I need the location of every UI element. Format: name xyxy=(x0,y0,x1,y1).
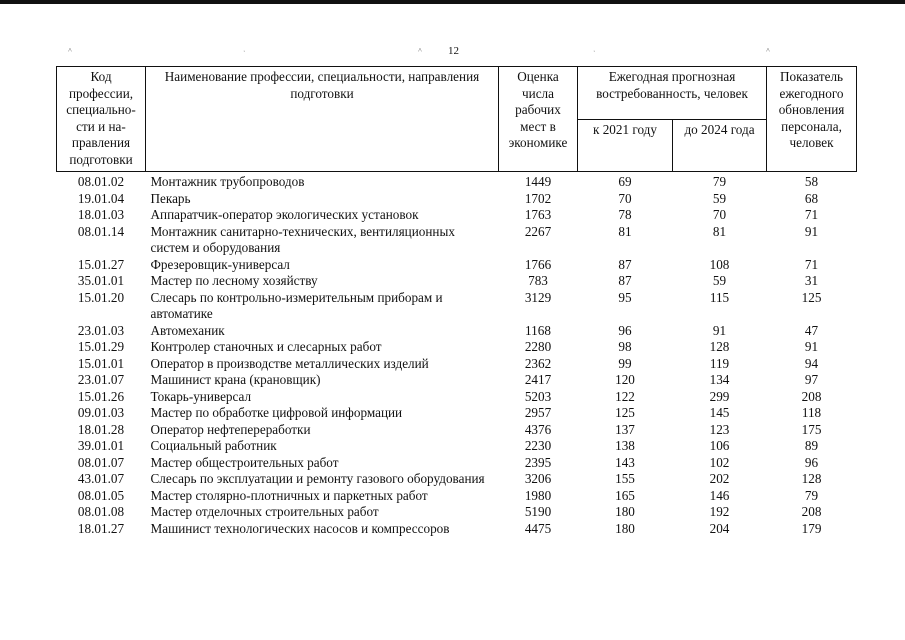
row-code: 09.01.03 xyxy=(77,405,125,420)
row-renewal: 68 xyxy=(804,190,819,206)
row-estimate: 1766 xyxy=(524,256,552,272)
row-name: Мастер по обработке цифровой информации xyxy=(150,405,403,420)
row-name: Контролер станочных и слесарных работ xyxy=(150,339,382,354)
table-row xyxy=(57,422,857,439)
row-name: Оператор в производстве металлических изделий xyxy=(150,355,429,371)
row-demand-2024: 102 xyxy=(709,454,730,470)
row-demand-2024: 299 xyxy=(709,388,730,404)
row-code: 08.01.07 xyxy=(77,454,125,470)
table-row xyxy=(57,405,857,422)
row-code: 43.01.07 xyxy=(77,471,125,486)
row-demand-2021: 180 xyxy=(615,504,635,519)
row-name: Социальный работник xyxy=(150,438,277,453)
row-demand-2021: 125 xyxy=(615,405,635,420)
row-code: 08.01.08 xyxy=(77,504,125,519)
row-name: Машинист крана (крановщик) xyxy=(150,372,321,387)
row-code: 15.01.01 xyxy=(77,355,125,371)
row-demand-2021: 87 xyxy=(618,256,632,272)
row-demand-2021: 96 xyxy=(618,322,632,338)
table-body xyxy=(57,172,857,538)
row-code: 39.01.01 xyxy=(77,438,125,453)
row-estimate: 3206 xyxy=(524,471,552,486)
table-row xyxy=(57,191,857,208)
scan-speck: ˄ xyxy=(766,46,770,54)
professions-table xyxy=(56,66,857,537)
row-code: 18.01.03 xyxy=(77,207,125,222)
table-row xyxy=(57,224,857,257)
row-renewal: 71 xyxy=(804,256,819,272)
row-estimate: 3129 xyxy=(524,289,552,305)
row-demand-2024: 91 xyxy=(712,322,727,338)
row-demand-2024: 123 xyxy=(709,421,730,437)
row-code: 18.01.28 xyxy=(77,421,125,437)
row-renewal: 79 xyxy=(804,487,819,503)
header-code: Код профессии, специально-сти и на-правления подготовки xyxy=(57,67,146,172)
row-estimate: 2362 xyxy=(524,355,552,371)
scan-speck: ˒ xyxy=(243,46,246,54)
table-row xyxy=(57,273,857,290)
row-demand-2024: 146 xyxy=(709,487,730,503)
table-row xyxy=(57,290,857,323)
table-row xyxy=(57,488,857,505)
row-demand-2024: 128 xyxy=(709,339,730,354)
row-renewal: 94 xyxy=(804,355,819,371)
row-demand-2021: 78 xyxy=(618,207,632,222)
row-renewal: 96 xyxy=(804,454,819,470)
table-row xyxy=(57,172,857,191)
row-demand-2021: 137 xyxy=(615,421,635,437)
row-estimate: 4475 xyxy=(524,520,552,536)
row-demand-2024: 79 xyxy=(712,174,727,189)
row-renewal: 91 xyxy=(804,339,819,354)
row-estimate: 2230 xyxy=(524,438,552,453)
row-code: 15.01.29 xyxy=(77,339,125,354)
row-demand-2024: 106 xyxy=(709,438,730,453)
row-code: 35.01.01 xyxy=(77,273,125,288)
row-demand-2024: 192 xyxy=(709,504,730,519)
table-row xyxy=(57,323,857,340)
row-demand-2024: 59 xyxy=(712,273,727,288)
row-demand-2024: 108 xyxy=(709,256,730,272)
header-name: Наименование профессии, специальности, направления подготовки xyxy=(146,67,499,172)
row-code: 08.01.05 xyxy=(77,487,125,503)
row-estimate: 2957 xyxy=(524,405,552,420)
row-renewal: 128 xyxy=(801,471,822,486)
row-demand-2024: 119 xyxy=(709,355,730,371)
row-name: Автомеханик xyxy=(150,322,225,338)
row-renewal: 208 xyxy=(801,388,822,404)
row-renewal: 89 xyxy=(804,438,819,453)
row-estimate: 1980 xyxy=(524,487,552,503)
row-estimate: 4376 xyxy=(524,421,552,437)
top-border-line xyxy=(0,0,905,4)
row-renewal: 175 xyxy=(801,421,822,437)
row-code: 08.01.14 xyxy=(77,223,125,239)
row-demand-2024: 115 xyxy=(709,289,730,305)
row-name: Слесарь по эксплуатации и ремонту газового оборудования xyxy=(150,471,485,486)
row-estimate: 5190 xyxy=(524,504,552,519)
row-estimate: 1449 xyxy=(524,174,552,189)
row-renewal: 118 xyxy=(801,405,822,420)
row-name: Фрезеровщик-универсал xyxy=(150,256,290,272)
row-renewal: 31 xyxy=(804,273,819,288)
row-demand-2021: 143 xyxy=(615,454,635,470)
row-estimate: 1702 xyxy=(524,190,552,206)
row-renewal: 97 xyxy=(804,372,819,387)
row-code: 23.01.07 xyxy=(77,372,125,387)
scan-speck: ˒ xyxy=(593,46,596,54)
row-renewal: 47 xyxy=(804,322,819,338)
table-row xyxy=(57,389,857,406)
row-renewal: 71 xyxy=(804,207,819,222)
table-row xyxy=(57,372,857,389)
row-demand-2021: 70 xyxy=(618,190,632,206)
row-demand-2021: 180 xyxy=(615,520,635,536)
row-estimate: 2280 xyxy=(524,339,552,354)
row-demand-2024: 81 xyxy=(712,223,727,239)
row-renewal: 208 xyxy=(801,504,822,519)
header-demand-2021: к 2021 году xyxy=(578,120,673,172)
row-name: Мастер столярно-плотничных и паркетных работ xyxy=(150,487,428,503)
row-renewal: 58 xyxy=(804,174,819,189)
row-demand-2021: 138 xyxy=(615,438,635,453)
row-name: Мастер общестроительных работ xyxy=(150,454,339,470)
row-demand-2021: 69 xyxy=(618,174,632,189)
row-estimate: 2267 xyxy=(524,223,552,239)
table-row xyxy=(57,257,857,274)
row-demand-2021: 95 xyxy=(618,289,632,305)
header-demand-group: Ежегодная прогнозная востребованность, человек xyxy=(578,67,767,120)
row-name: Мастер по лесному хозяйству xyxy=(150,273,318,288)
row-demand-2021: 120 xyxy=(615,372,635,387)
row-name: Пекарь xyxy=(150,190,191,206)
row-demand-2021: 99 xyxy=(618,355,632,371)
scan-speck: ˄ xyxy=(418,46,422,54)
header-demand-2024: до 2024 года xyxy=(673,120,767,172)
table-row xyxy=(57,471,857,488)
header-estimate: Оценка числа рабочих мест в экономике xyxy=(499,67,578,172)
row-code: 23.01.03 xyxy=(77,322,125,338)
row-demand-2024: 145 xyxy=(709,405,730,420)
row-estimate: 1168 xyxy=(525,322,551,338)
row-renewal: 91 xyxy=(804,223,819,239)
table-row xyxy=(57,339,857,356)
row-renewal: 179 xyxy=(801,520,822,536)
row-demand-2024: 202 xyxy=(709,471,730,486)
row-estimate: 5203 xyxy=(524,388,552,404)
row-name: Машинист технологических насосов и компрессоров xyxy=(150,520,450,536)
row-name: Аппаратчик-оператор экологических установок xyxy=(150,207,419,222)
row-demand-2024: 134 xyxy=(709,372,730,387)
table-row xyxy=(57,356,857,373)
table-row xyxy=(57,455,857,472)
row-demand-2024: 70 xyxy=(712,207,727,222)
row-renewal: 125 xyxy=(801,289,822,305)
table-row xyxy=(57,207,857,224)
row-name: Слесарь по контрольно-измерительным приборам и автоматике xyxy=(150,289,443,321)
row-estimate: 2417 xyxy=(524,372,552,387)
row-name: Монтажник санитарно-технических, вентиляционных систем и оборудования xyxy=(150,223,455,255)
row-demand-2021: 155 xyxy=(615,471,635,486)
row-demand-2021: 122 xyxy=(615,388,635,404)
row-code: 19.01.04 xyxy=(77,190,125,206)
row-code: 15.01.26 xyxy=(77,388,125,404)
row-demand-2021: 98 xyxy=(618,339,632,354)
table-header xyxy=(57,67,857,172)
row-demand-2024: 59 xyxy=(712,190,727,206)
row-name: Токарь-универсал xyxy=(150,388,252,404)
header-renewal: Показатель ежегодного обновления персонала, человек xyxy=(767,67,857,172)
table-row xyxy=(57,438,857,455)
scan-speck: ˄ xyxy=(68,46,72,54)
row-demand-2024: 204 xyxy=(709,520,730,536)
page-number: 12 xyxy=(448,45,459,57)
table-row xyxy=(57,521,857,538)
table-row xyxy=(57,504,857,521)
row-name: Оператор нефтепереработки xyxy=(150,421,311,437)
row-demand-2021: 81 xyxy=(618,223,632,239)
row-estimate: 783 xyxy=(528,273,548,288)
row-estimate: 2395 xyxy=(524,454,552,470)
row-code: 08.01.02 xyxy=(77,174,125,189)
row-estimate: 1763 xyxy=(524,207,552,222)
row-code: 15.01.27 xyxy=(77,256,125,272)
row-demand-2021: 87 xyxy=(618,273,632,288)
row-name: Мастер отделочных строительных работ xyxy=(150,504,379,519)
row-code: 18.01.27 xyxy=(77,520,125,536)
row-demand-2021: 165 xyxy=(615,487,635,503)
row-code: 15.01.20 xyxy=(77,289,125,305)
row-name: Монтажник трубопроводов xyxy=(150,174,305,189)
